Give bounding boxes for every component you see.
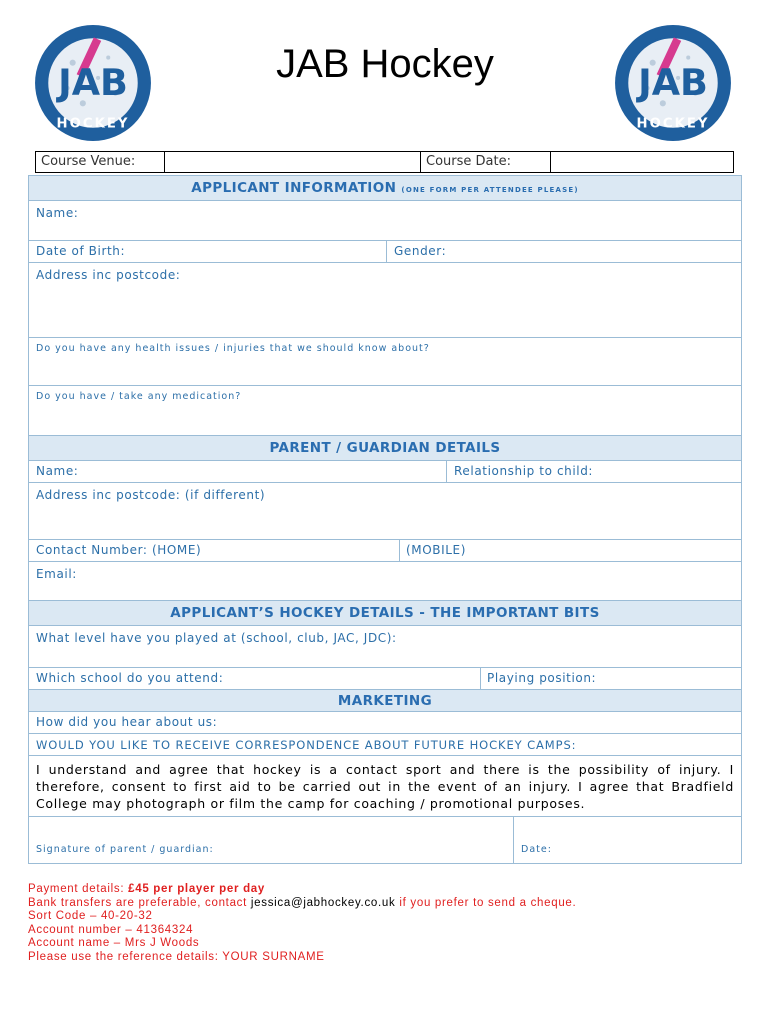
correspondence-field[interactable]: [29, 734, 741, 756]
relationship-label: Relationship to child:: [454, 464, 594, 478]
parent-section-header: [29, 436, 741, 461]
applicant-address-label: Address inc postcode:: [36, 268, 181, 282]
reference-details: Please use the reference details: YOUR SURNAME: [28, 950, 325, 963]
applicant-name-label: Name:: [36, 206, 79, 220]
parent-address-field[interactable]: [29, 483, 741, 540]
applicant-dob-gender-row: [29, 241, 741, 263]
contact-mobile-label: (MOBILE): [406, 543, 467, 557]
divider: [386, 241, 387, 262]
course-row: [35, 151, 734, 173]
svg-text:JAB: JAB: [638, 61, 708, 105]
applicant-dob-label: Date of Birth:: [36, 244, 126, 258]
bank-transfer-text: Bank transfers are preferable, contact: [28, 896, 251, 909]
parent-email-label: Email:: [36, 567, 77, 581]
sort-code: Sort Code – 40-20-32: [28, 910, 153, 923]
marketing-heading: MARKETING: [337, 693, 433, 709]
applicant-heading-note: (ONE FORM PER ATTENDEE PLEASE): [401, 186, 579, 194]
divider: [446, 461, 447, 482]
divider: [513, 817, 514, 863]
cheque-text: if you prefer to send a cheque.: [395, 896, 577, 909]
jab-hockey-logo-right: [612, 22, 734, 144]
parent-name-label: Name:: [36, 464, 79, 478]
marketing-section-header: [29, 690, 741, 712]
signature-label: Signature of parent / guardian:: [36, 844, 214, 855]
health-issues-field[interactable]: [29, 338, 741, 386]
school-label: Which school do you attend:: [36, 671, 224, 685]
account-name: Account name – Mrs J Woods: [28, 937, 200, 950]
hockey-heading: APPLICANT’S HOCKEY DETAILS - THE IMPORTANT BITS: [170, 605, 600, 621]
applicant-address-field[interactable]: [29, 263, 741, 338]
playing-level-label: What level have you played at (school, club, JAC, JDC):: [36, 631, 397, 645]
applicant-gender-label: Gender:: [394, 244, 447, 258]
date-label: Date:: [521, 844, 552, 855]
svg-text:HOCKEY: HOCKEY: [56, 116, 130, 132]
consent-text: I understand and agree that hockey is a contact sport and there is the possibility of injury. I therefore, consent to first aid to be carried out in the event of an injury. I agree that Bradfield College may photograph or film the camp for coaching / promotional purposes.: [36, 762, 734, 811]
parent-email-field[interactable]: [29, 562, 741, 601]
parent-heading: PARENT / GUARDIAN DETAILS: [269, 440, 501, 456]
course-venue-field[interactable]: [165, 152, 421, 172]
hear-about-us-label: How did you hear about us:: [36, 715, 218, 729]
svg-text:JAB: JAB: [58, 61, 128, 105]
payment-details: [28, 883, 576, 965]
playing-position-label: Playing position:: [487, 671, 597, 685]
payment-line: [28, 883, 576, 897]
applicant-section-header: [29, 176, 741, 201]
medication-label: Do you have / take any medication?: [36, 391, 242, 402]
course-date-label: Course Date:: [421, 152, 551, 172]
payment-prefix: Payment details:: [28, 883, 129, 895]
course-venue-label: Course Venue:: [36, 152, 165, 172]
bank-transfer-line: [28, 897, 576, 911]
contact-number-row: [29, 540, 741, 562]
medication-field[interactable]: [29, 386, 741, 436]
correspondence-label: WOULD YOU LIKE TO RECEIVE CORRESPONDENCE ABOUT FUTURE HOCKEY CAMPS:: [36, 738, 577, 752]
svg-text:HOCKEY: HOCKEY: [636, 116, 710, 132]
parent-address-label: Address inc postcode: (if different): [36, 488, 266, 502]
divider: [480, 668, 481, 689]
applicant-name-field[interactable]: [29, 201, 741, 241]
signature-row: [29, 817, 741, 863]
parent-name-row: [29, 461, 741, 483]
health-issues-label: Do you have any health issues / injuries that we should know about?: [36, 343, 430, 354]
course-date-field[interactable]: [551, 152, 733, 172]
divider: [399, 540, 400, 561]
playing-level-field[interactable]: [29, 626, 741, 668]
hockey-section-header: [29, 601, 741, 626]
account-number: Account number – 41364324: [28, 923, 194, 936]
contact-home-label: Contact Number: (HOME): [36, 543, 202, 557]
application-form: [28, 175, 742, 864]
hear-about-us-field[interactable]: [29, 712, 741, 734]
contact-email-link[interactable]: jessica@jabhockey.co.uk: [250, 896, 396, 909]
page-title: JAB Hockey: [276, 42, 494, 86]
school-position-row: [29, 668, 741, 690]
applicant-heading: APPLICANT INFORMATION: [191, 180, 397, 196]
consent-statement: [29, 756, 741, 817]
payment-price: £45 per player per day: [128, 883, 265, 895]
